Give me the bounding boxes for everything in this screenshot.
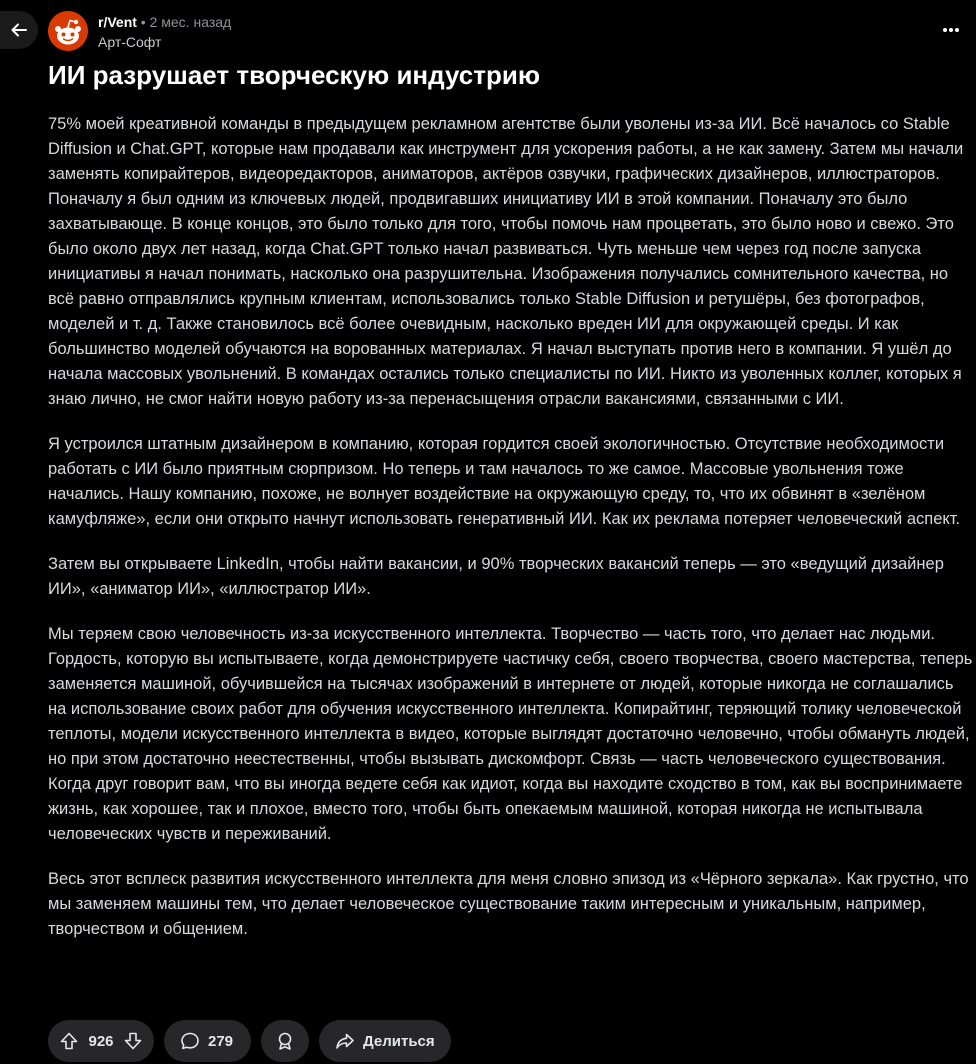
share-arrow-icon: [335, 1031, 355, 1051]
author-link[interactable]: Арт-Софт: [98, 34, 162, 50]
subreddit-avatar[interactable]: [48, 11, 88, 51]
award-icon: [275, 1031, 295, 1051]
post-paragraph: Затем вы открываете LinkedIn, чтобы найти вакансии, и 90% творческих вакансий теперь — это «ведущий дизайнер ИИ», «аниматор ИИ», «иллюстратор ИИ».: [48, 555, 944, 598]
vote-count: 926: [88, 1032, 114, 1050]
vote-control: [48, 1020, 154, 1062]
post-body: [48, 112, 973, 962]
reddit-mascot-icon: [48, 11, 88, 51]
downvote-button[interactable]: [120, 1028, 146, 1054]
share-label: Делиться: [363, 1032, 435, 1050]
back-button[interactable]: [0, 11, 38, 49]
award-button[interactable]: [261, 1020, 309, 1062]
post-paragraph: 75% моей креативной команды в предыдущем рекламном агентстве были уволены из-за ИИ. Всё началось со Stable Diffusion и Chat.GPT, которые нам продавали как инструмент для ускорения работы, а не как замену. Затем мы начали заменять копирайтеров, видеоредакторов, аниматоров, актёров озвучки, графических дизайнеров, иллюстраторов. Поначалу я был одним из ключевых людей, продвигавших инициативу ИИ в этой компании. Поначалу это было захватывающе. В конце концов, это было только для того, чтобы помочь нам процветать, это было ново и свежо. Это было около двух лет назад, когда Chat.GPT только начал развиваться. Чуть меньше чем через год после запуска инициативы я начал понимать, насколько она разрушительна. Изображения получались сомнительного качества, но всё равно отправлялись крупным клиентам, использовались только Stable Diffusion и ретушёры, без фотографов, моделей и т. д. Также становилось всё более очевидным, насколько вреден ИИ для окружающей среды. И как большинство моделей обучаются на ворованных материалах. Я начал выступать против него в компании. Я ушёл до начала массовых увольнений. В командах остались только специалисты по ИИ. Никто из уволенных коллег, которых я знаю лично, не смог найти новую работу из-за перенасыщения отрасли вакансиями, связанными с ИИ.: [48, 115, 964, 408]
share-button[interactable]: [319, 1020, 451, 1062]
comment-bubble-icon: [180, 1031, 200, 1051]
action-bar: [48, 1020, 451, 1062]
post-paragraph: Я устроился штатным дизайнером в компанию, которая гордится своей экологичностью. Отсутствие необходимости работать с ИИ было приятным сюрпризом. Но теперь и там началось то же самое. Массовые увольнения тоже начались. Нашу компанию, похоже, не волнует воздействие на окружающую среду, то, что их обвинят в «зелёном камуфляже», если они открыто начнут использовать генеративный ИИ. Как их реклама потеряет человеческий аспект.: [48, 435, 961, 528]
comments-button[interactable]: [164, 1020, 251, 1062]
post-paragraph: Мы теряем свою человечность из-за искусственного интеллекта. Творчество — часть того, что делает нас людьми. Гордость, которую вы испытываете, когда демонстрируете частичку себя, своего творчества, своего мастерства, теперь заменяется машиной, обучившейся на тысячах изображений в интернете от людей, которые никогда не соглашались на использование своих работ для обучения искусственного интеллекта. Копирайтинг, теряющий толику человеческой теплоты, модели искусственного интеллекта в видео, которые выглядят достаточно человечно, чтобы обмануть людей, но при этом достаточно неестественны, чтобы вызывать дискомфорт. Связь — часть человеческого существования. Когда друг говорит вам, что вы иногда ведете себя как идиот, когда вы находите сходство в том, как вы воспринимаете жизнь, как хорошее, так и плохое, вместо того, чтобы быть опекаемым машиной, которая никогда не испытывала человеческих чувств и переживаний.: [48, 625, 973, 843]
post-paragraph: Весь этот всплеск развития искусственного интеллекта для меня словно эпизод из «Чёрного зеркала». Как грустно, что мы заменяем машины тем, что делает человеческое существование таким интересным и уникальным, например, творчеством и общением.: [48, 870, 969, 938]
upvote-button[interactable]: [56, 1028, 82, 1054]
meta-separator: •: [140, 14, 146, 30]
comment-count: 279: [208, 1032, 234, 1050]
more-horizontal-icon: [942, 27, 960, 33]
downvote-arrow-icon: [123, 1031, 143, 1051]
more-options-button[interactable]: [936, 17, 966, 43]
upvote-arrow-icon: [59, 1031, 79, 1051]
post-meta: [98, 13, 231, 31]
subreddit-link[interactable]: r/Vent: [98, 14, 137, 30]
post-title: ИИ разрушает творческую индустрию: [48, 60, 541, 90]
post-time: 2 мес. назад: [149, 14, 232, 30]
arrow-left-icon: [9, 20, 29, 40]
